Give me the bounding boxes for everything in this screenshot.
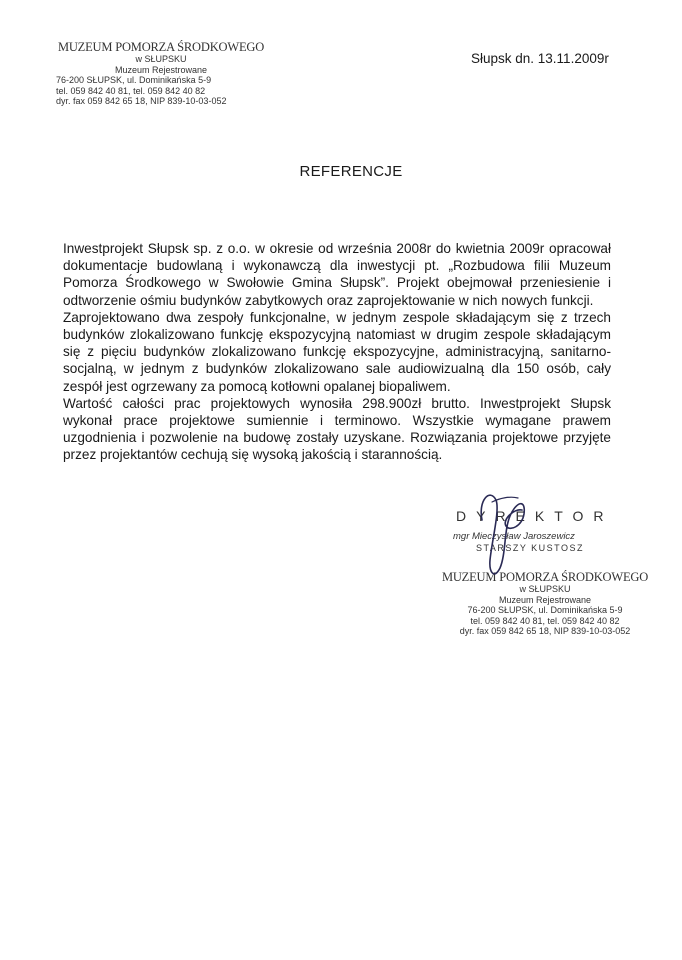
- stamp-role: STARSZY KUSTOSZ: [476, 543, 585, 553]
- museum-fax-nip: dyr. fax 059 842 65 18, NIP 839-10-03-052: [56, 96, 227, 106]
- body-paragraph-3: Wartość całości prac projektowych wynosiła 298.900zł brutto. Inwestprojekt Słupsk wykonał prace projektowe sumiennie i terminowo. Wszystkie wymagane prawem uzgodnienia i pozwolenie na budowę zostały uzyskane. Rozwiązania projektowe przyjęte przez projektantów cechują się wysoką jakością i starannością.: [63, 395, 611, 463]
- stamp-title: DYREKTOR: [456, 508, 614, 524]
- museum-address: 76-200 SŁUPSK, ul. Dominikańska 5-9: [56, 75, 212, 85]
- museum-registered: Muzeum Rejestrowane: [114, 64, 208, 75]
- stamp-museum-address: 76-200 SŁUPSK, ul. Dominikańska 5-9: [467, 605, 623, 615]
- letter-body: [63, 240, 611, 464]
- stamp-name: mgr Mieczysław Jaroszewicz: [453, 531, 575, 542]
- page-title: [0, 163, 682, 180]
- letter-date: Słupsk dn. 13.11.2009r: [471, 51, 609, 66]
- stamp-museum-registered: Muzeum Rejestrowane: [498, 594, 592, 605]
- title-text: REFERENCJE: [299, 163, 403, 180]
- letterhead: [56, 40, 266, 107]
- museum-name: MUZEUM POMORZA ŚRODKOWEGO: [57, 40, 265, 54]
- body-paragraph-1: Inwestprojekt Słupsk sp. z o.o. w okresie od września 2008r do kwietnia 2009r opracował dokumentacje budowlaną i wykonawczą dla inwestycji pt. „Rozbudowa filii Muzeum Pomorza Środkowego w Swołowie Gmina Słupsk”. Projekt obejmował przeniesienie i odtworzenie ośmiu budynków zabytkowych oraz zaprojektowanie w nich nowych funkcji.: [63, 241, 611, 308]
- stamp-museum-city: w SŁUPSKU: [519, 584, 571, 594]
- stamp-museum-fax-nip: dyr. fax 059 842 65 18, NIP 839-10-03-052: [459, 626, 631, 636]
- handwritten-signature: [470, 480, 550, 590]
- stamp-museum-name: MUZEUM POMORZA ŚRODKOWEGO: [441, 570, 649, 584]
- body-paragraph-2: Zaprojektowano dwa zespoły funkcjonalne, w jednym zespole składającym się z trzech budynków zlokalizowano funkcję ekspozycyjną natomiast w drugim zespole składającym się z pięciu budynków zlokalizowano funkcję ekspozycyjne, administracyjną, sanitarno-socjalną, w jednym z budynków zlokalizowano sale audiowizualną dla 150 osób, cały zespół jest ogrzewany za pomocą kotłowni opalanej biopaliwem.: [63, 309, 611, 394]
- stamp-museum-phones: tel. 059 842 40 81, tel. 059 842 40 82: [470, 615, 620, 626]
- museum-city: w SŁUPSKU: [135, 54, 187, 64]
- museum-phones: tel. 059 842 40 81, tel. 059 842 40 82: [56, 85, 206, 96]
